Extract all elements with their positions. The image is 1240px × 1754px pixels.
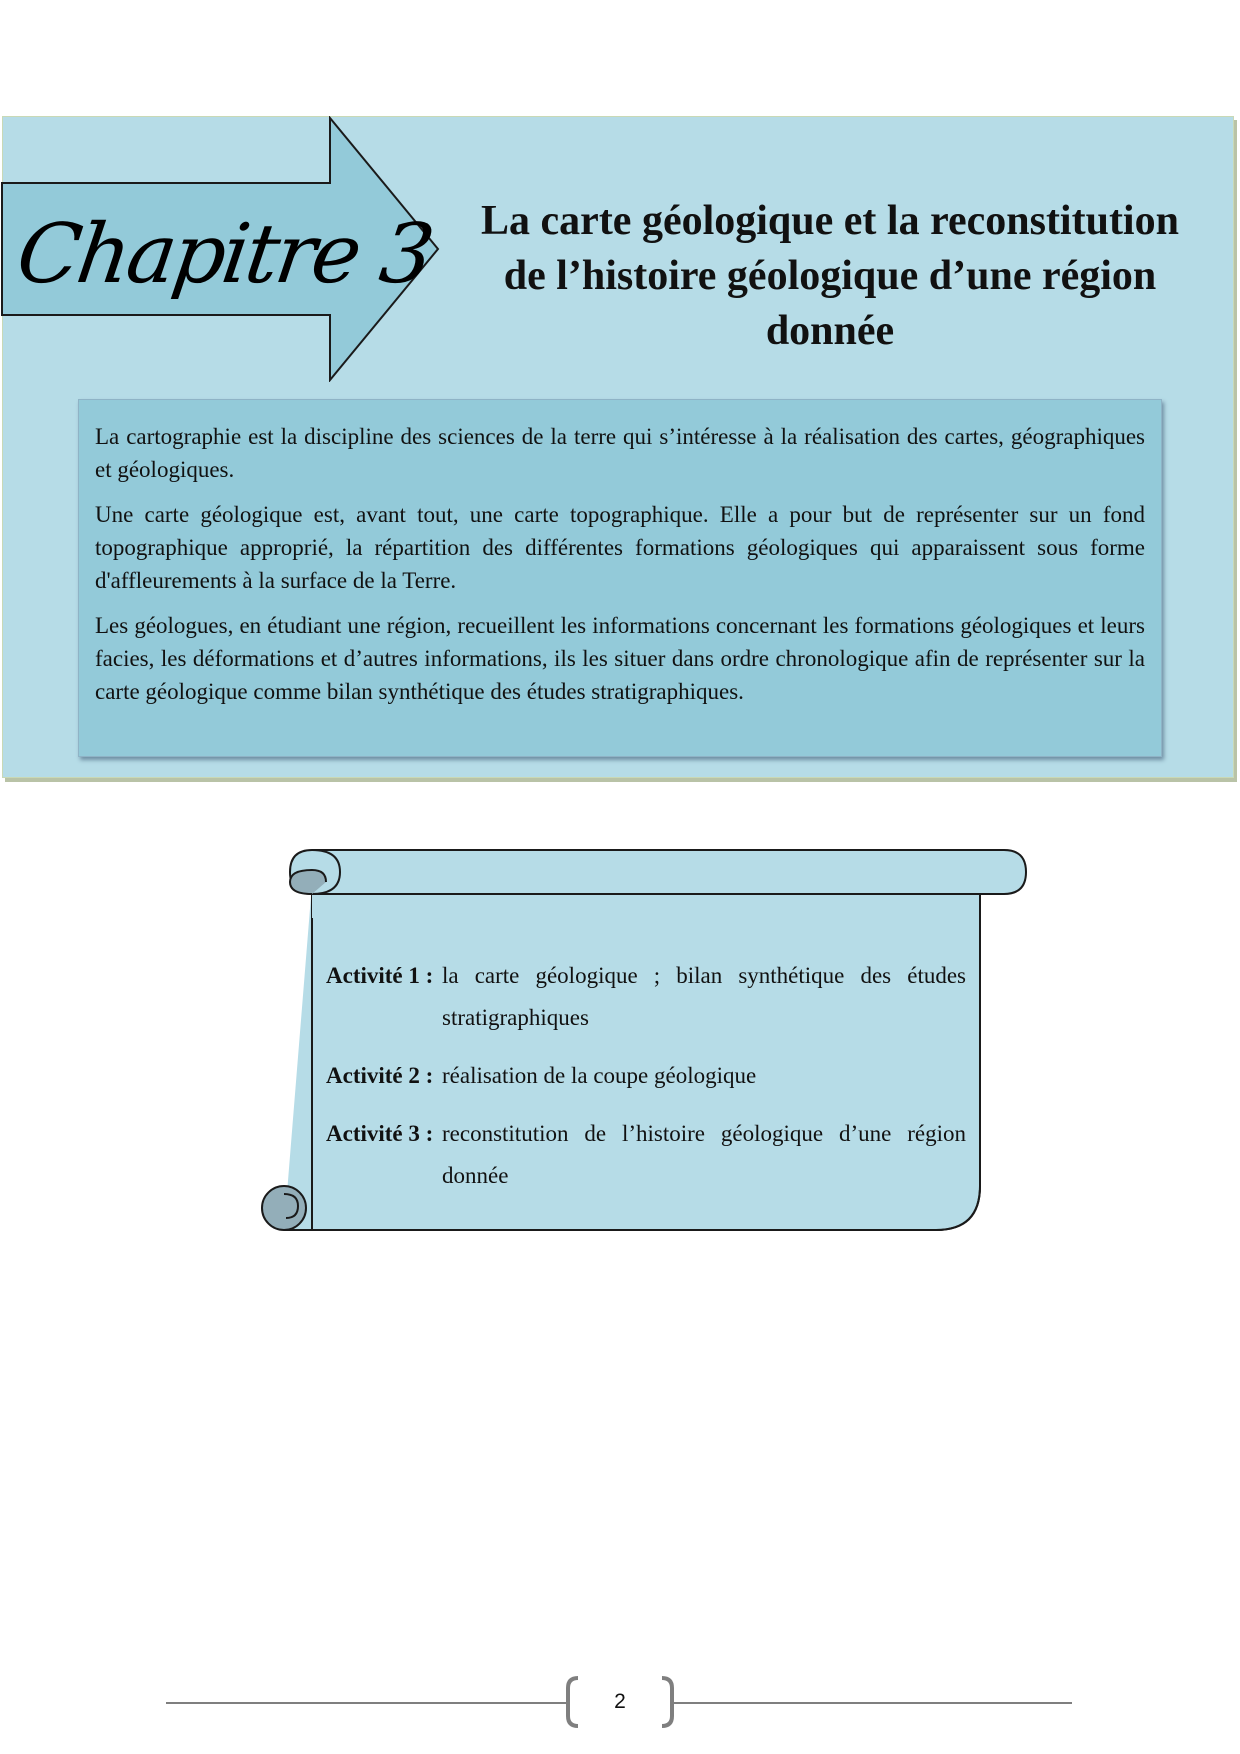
activities-list: [326, 955, 966, 1213]
right-brace-icon: [658, 1676, 678, 1728]
activity-text: reconstitution de l’histoire géologique d’une région donnée: [442, 1121, 966, 1188]
activity-item: [326, 1113, 966, 1197]
activity-label: Activité 1 :: [326, 963, 434, 988]
activity-item: [326, 1055, 966, 1097]
footer-rule-right: [672, 1702, 1072, 1704]
activity-text: la carte géologique ; bilan synthétique des études stratigraphiques: [442, 963, 966, 1030]
footer-rule-left: [166, 1702, 566, 1704]
activity-text: réalisation de la coupe géologique: [442, 1063, 757, 1088]
intro-paragraph: La cartographie est la discipline des sciences de la terre qui s’intéresse à la réalisation des cartes, géographiques et géologiques.: [95, 424, 1145, 482]
page-number: 2: [614, 1690, 626, 1713]
activity-label: Activité 2 :: [326, 1063, 434, 1088]
activity-label: Activité 3 :: [326, 1121, 434, 1146]
intro-paragraph: Les géologues, en étudiant une région, recueillent les informations concernant les formations géologiques et leurs facies, les déformations et d’autres informations, ils les situer dans ordre chronologique afin de représenter sur la carte géologique comme bilan synthétique des études stratigraphiques.: [95, 613, 1145, 704]
intro-paragraph: Une carte géologique est, avant tout, une carte topographique. Elle a pour but de représenter sur un fond topographique approprié, la répartition des différentes formations géologiques qui apparaissent sous forme d'affleurements à la surface de la Terre.: [95, 502, 1145, 593]
chapter-label: Chapitre 3: [11, 207, 437, 302]
intro-text-box: [78, 399, 1162, 757]
left-brace-icon: [562, 1676, 582, 1728]
chapter-title: La carte géologique et la reconstitution de l’histoire géologique d’une région donnée: [481, 198, 1179, 354]
activity-item: [326, 955, 966, 1039]
